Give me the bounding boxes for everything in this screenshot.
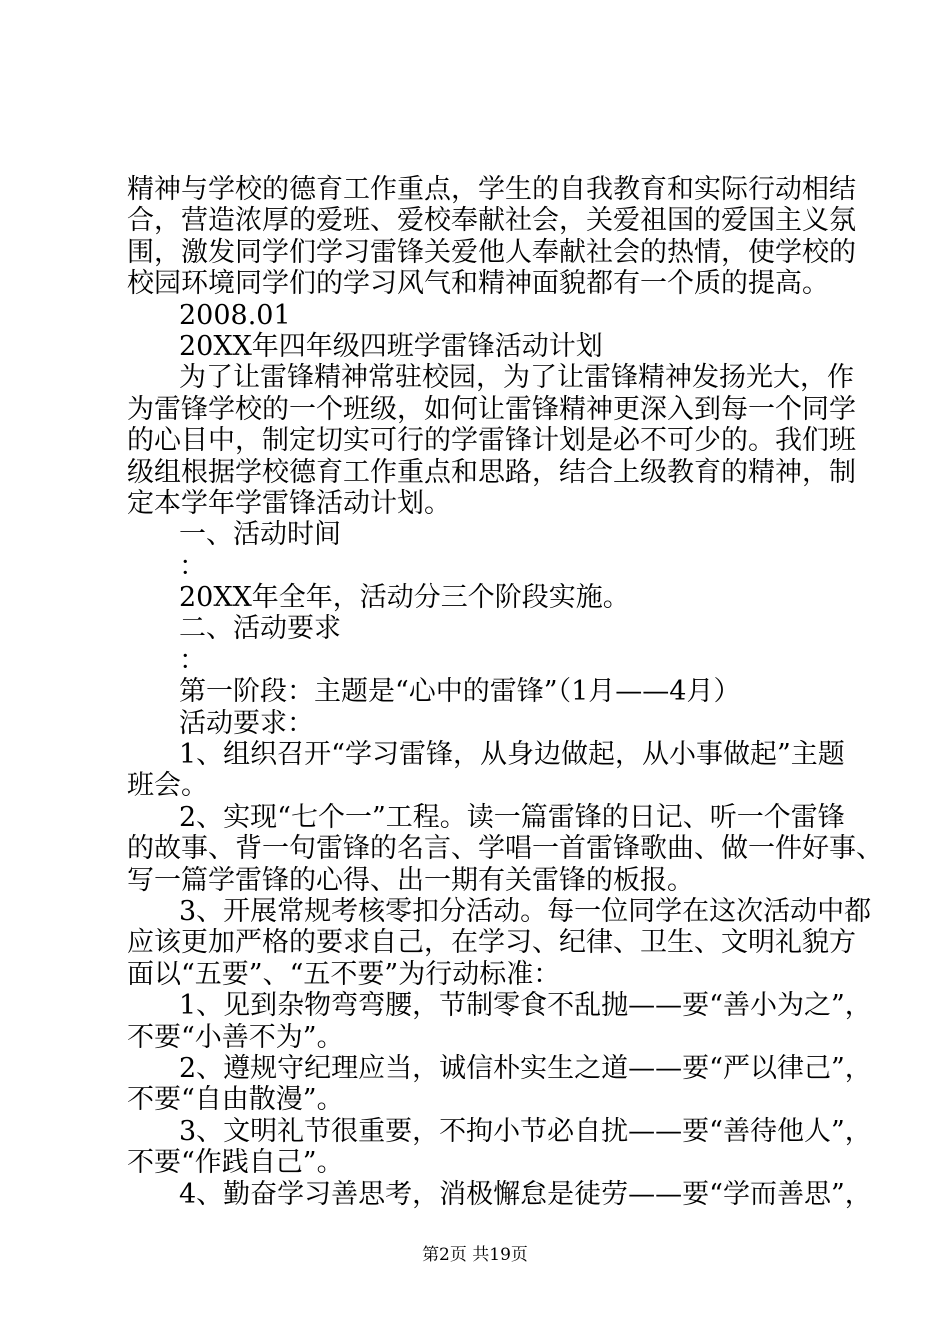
text-line: 为了让雷锋精神常驻校园，为了让雷锋精神发扬光大，作 (179, 362, 854, 394)
text-line: 1、见到杂物弯弯腰，节制零食不乱抛——要“善小为之”， (179, 990, 872, 1022)
text-line: 一、活动时间 (179, 519, 341, 551)
text-line: 不要“作践自己”。 (127, 1147, 344, 1179)
text-line: 20XX年四年级四班学雷锋活动计划 (179, 330, 603, 362)
text-line: 定本学年学雷锋活动计划。 (127, 487, 451, 519)
text-line: ： (179, 550, 206, 582)
text-line: 4、勤奋学习善思考，消极懈怠是徒劳——要“学而善思”， (179, 1178, 872, 1210)
text-line: 级组根据学校德育工作重点和思路，结合上级教育的精神，制 (127, 456, 856, 488)
text-line: 应该更加严格的要求自己，在学习、纪律、卫生、文明礼貌方 (127, 927, 856, 959)
text-line: 3、开展常规考核零扣分活动。每一位同学在这次活动中都 (179, 895, 872, 927)
text-line: 2、实现“七个一”工程。读一篇雷锋的日记、听一个雷锋 (179, 801, 845, 833)
text-line: 3、文明礼节很重要，不拘小节必自扰——要“善待他人”， (179, 1115, 872, 1147)
text-line: 班会。 (127, 770, 208, 802)
page-footer: 第2页 共19页 (422, 1245, 528, 1265)
text-line: 为雷锋学校的一个班级，如何让雷锋精神更深入到每一个同学 (127, 393, 856, 425)
text-line: 校园环境同学们的学习风气和精神面貌都有一个质的提高。 (127, 268, 829, 300)
text-line: 合，营造浓厚的爱班、爱校奉献社会，关爱祖国的爱国主义氛 (127, 205, 856, 237)
text-line: 的心目中，制定切实可行的学雷锋计划是必不可少的。我们班 (127, 425, 856, 457)
text-line: 不要“自由散漫”。 (127, 1084, 344, 1116)
text-line: 的故事、背一句雷锋的名言、学唱一首雷锋歌曲、做一件好事、 (127, 833, 883, 865)
text-line: 面以“五要”、“五不要”为行动标准： (127, 958, 561, 990)
text-line: 精神与学校的德育工作重点，学生的自我教育和实际行动相结 (127, 174, 856, 205)
text-line: ： (179, 644, 206, 676)
text-line: 二、活动要求 (179, 613, 341, 645)
text-line: 活动要求： (179, 707, 314, 739)
text-line: 2008.01 (179, 299, 291, 331)
text-line: 1、组织召开“学习雷锋，从身边做起，从小事做起”主题 (179, 739, 845, 771)
document-body (127, 174, 883, 1210)
text-line: 围，激发同学们学习雷锋关爱他人奉献社会的热情，使学校的 (127, 236, 856, 268)
text-line: 2、遵规守纪理应当，诚信朴实生之道——要“严以律己”， (179, 1052, 872, 1084)
text-line: 不要“小善不为”。 (127, 1021, 344, 1053)
text-line: 写一篇学雷锋的心得、出一期有关雷锋的板报。 (127, 864, 694, 896)
text-line: 第一阶段：主题是“心中的雷锋”（1月——4月） (179, 676, 741, 708)
text-line: 20XX年全年，活动分三个阶段实施。 (179, 582, 630, 614)
